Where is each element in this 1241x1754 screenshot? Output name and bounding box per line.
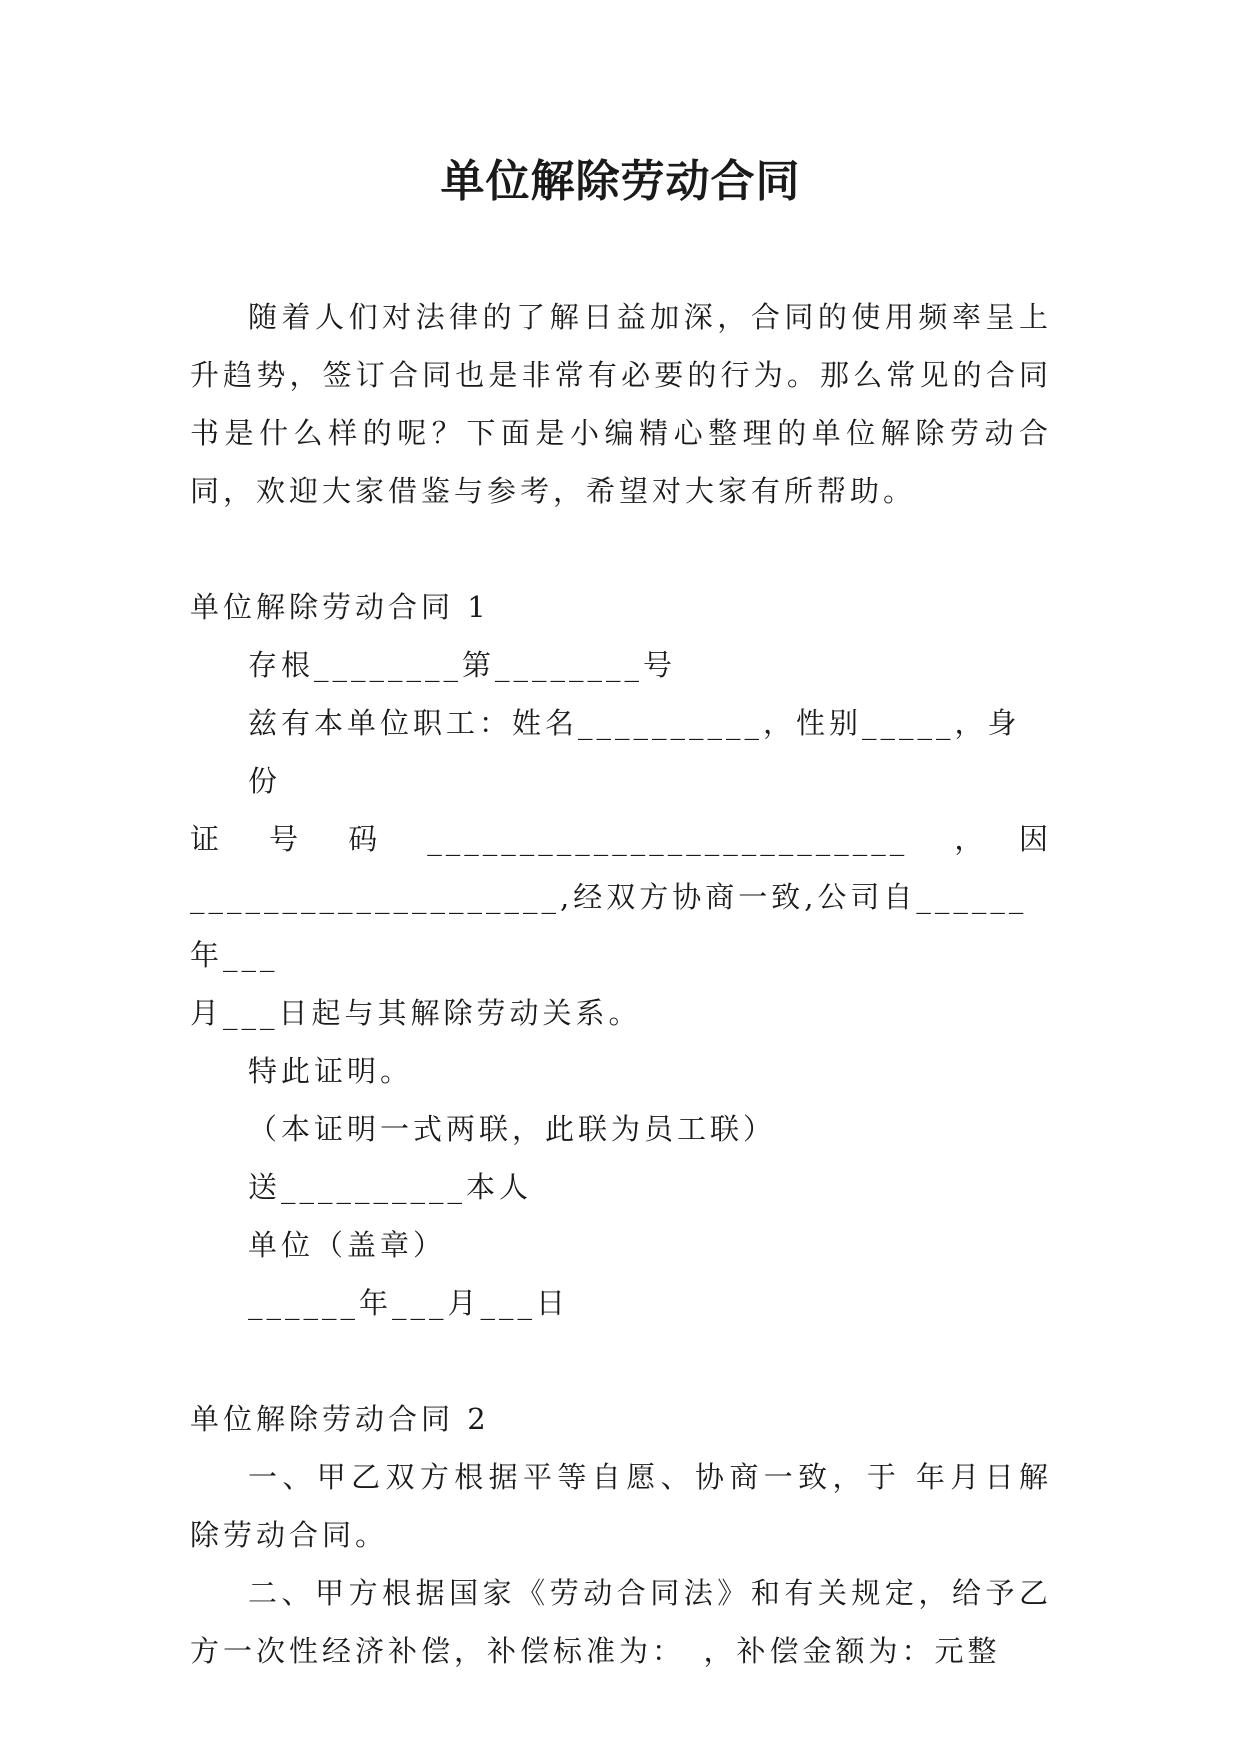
seal-line: 单位（盖章）: [248, 1228, 447, 1262]
clause-1: 一、甲乙双方根据平等自愿、协商一致，于 年月日解除劳动合同。: [190, 1460, 1052, 1552]
stub-line: 存根________第________号: [248, 648, 677, 682]
clause-2: 二、甲方根据国家《劳动合同法》和有关规定，给予乙方一次性经济补偿，补偿标准为： ，补偿金额为：元整: [190, 1576, 1052, 1668]
document-title: 单位解除劳动合同: [440, 156, 801, 207]
spacer: [190, 520, 1052, 578]
employee-info-line-3: ____________________,经双方协商一致,公司自______年___: [190, 880, 1028, 972]
spacer: [190, 1332, 1052, 1390]
document-body: [190, 288, 1052, 1680]
section-1-heading: 单位解除劳动合同 1: [190, 590, 490, 624]
section-2-heading: 单位解除劳动合同 2: [190, 1402, 490, 1436]
copy-note-line: （本证明一式两联，此联为员工联）: [248, 1112, 777, 1146]
deliver-line: 送__________本人: [248, 1170, 533, 1204]
certify-line: 特此证明。: [248, 1054, 414, 1088]
employee-info-line-4: 月___日起与其解除劳动关系。: [190, 996, 642, 1030]
employee-info-line-2: 证 号 码 __________________________ ， 因: [190, 822, 1052, 856]
intro-paragraph: 随着人们对法律的了解日益加深，合同的使用频率呈上升趋势，签订合同也是非常有必要的行为。那么常见的合同书是什么样的呢？下面是小编精心整理的单位解除劳动合同，欢迎大家借鉴与参考，希望对大家有所帮助。: [190, 300, 1052, 508]
date-line: ______年___月___日: [248, 1286, 570, 1320]
employee-info-line-1: 兹有本单位职工：姓名__________，性别_____，身份: [248, 706, 1021, 798]
